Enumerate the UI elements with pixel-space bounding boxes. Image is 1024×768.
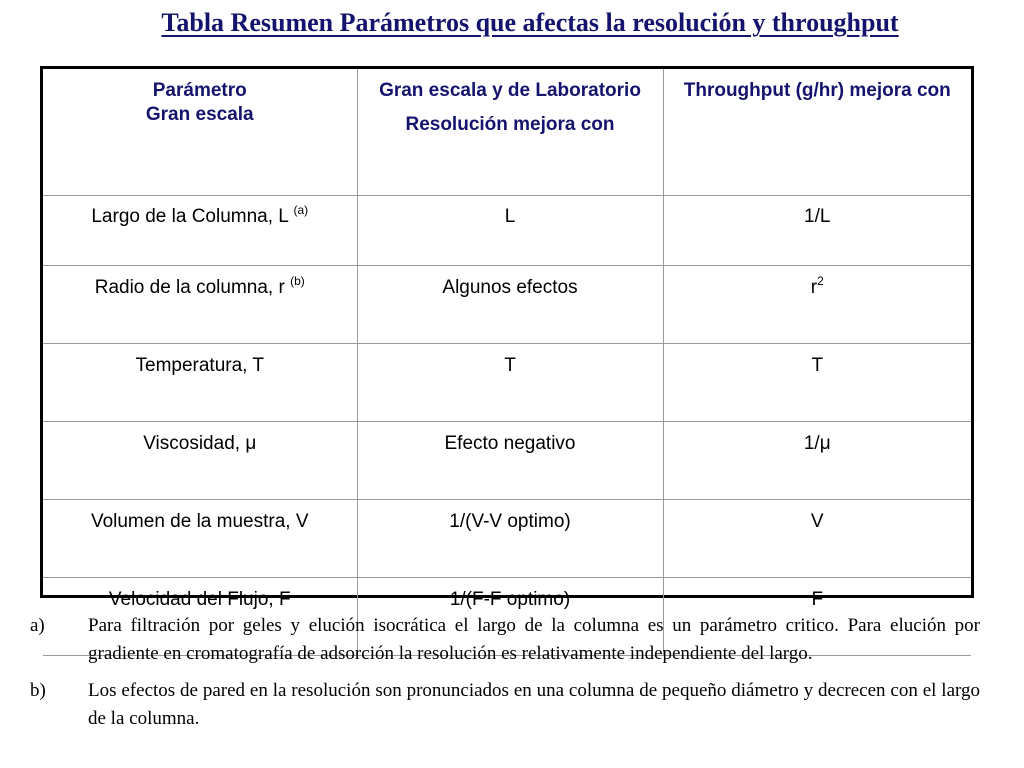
cell-resolucion: T	[357, 344, 663, 422]
table-header-row	[43, 69, 971, 196]
cell-resolucion: 1/(V-V optimo)	[357, 500, 663, 578]
cell-parametro: Viscosidad, μ	[43, 422, 357, 500]
cell-resolucion: Algunos efectos	[357, 266, 663, 344]
cell-resolucion: 1/(F-F optimo)	[357, 578, 663, 656]
header-resolucion: Gran escala y de Laboratorio Resolución mejora con	[357, 69, 663, 196]
cell-throughput: $r^2$	[663, 266, 971, 344]
cell-resolucion: Efecto negativo	[357, 422, 663, 500]
superscript: 2	[817, 274, 824, 288]
summary-table-frame	[40, 66, 974, 610]
table-row	[43, 196, 971, 266]
header-throughput: Throughput (g/hr) mejora con	[663, 69, 971, 196]
cell-parametro: Largo de la Columna, L $^{(a)}$	[43, 196, 357, 266]
superscript: (b)	[290, 274, 305, 288]
cell-parametro: Radio de la columna, r $^{(b)}$	[43, 266, 357, 344]
cell-throughput: 1/L	[663, 196, 971, 266]
table-row	[43, 500, 971, 578]
table-row	[43, 266, 971, 344]
cell-resolucion: L	[357, 196, 663, 266]
footnote-b: b) Los efectos de pared en la resolución son pronunciados en una columna de pequeño diámetro y decrecen con el largo de la columna.	[30, 680, 980, 729]
cell-parametro: Velocidad del Flujo, F	[43, 578, 357, 656]
cell-throughput: F	[663, 578, 971, 656]
footnotes	[30, 612, 980, 742]
cell-throughput: 1/μ	[663, 422, 971, 500]
page-title: Tabla Resumen Parámetros que afectas la resolución y throughput	[161, 8, 899, 37]
cell-parametro: Volumen de la muestra, V	[43, 500, 357, 578]
cell-throughput: T	[663, 344, 971, 422]
summary-table	[43, 69, 971, 656]
cell-throughput: V	[663, 500, 971, 578]
superscript: (a)	[293, 203, 309, 217]
table-row	[43, 344, 971, 422]
table-row	[43, 422, 971, 500]
header-parametro: Parámetro Gran escala	[43, 69, 357, 196]
footnote-a: a) Para filtración por geles y elución isocrática el largo de la columna es un parámetro critico. Para elución por gradiente en cromatografía de adsorción la resolución es relativamente independiente del largo.	[30, 615, 980, 664]
cell-parametro: Temperatura, T	[43, 344, 357, 422]
